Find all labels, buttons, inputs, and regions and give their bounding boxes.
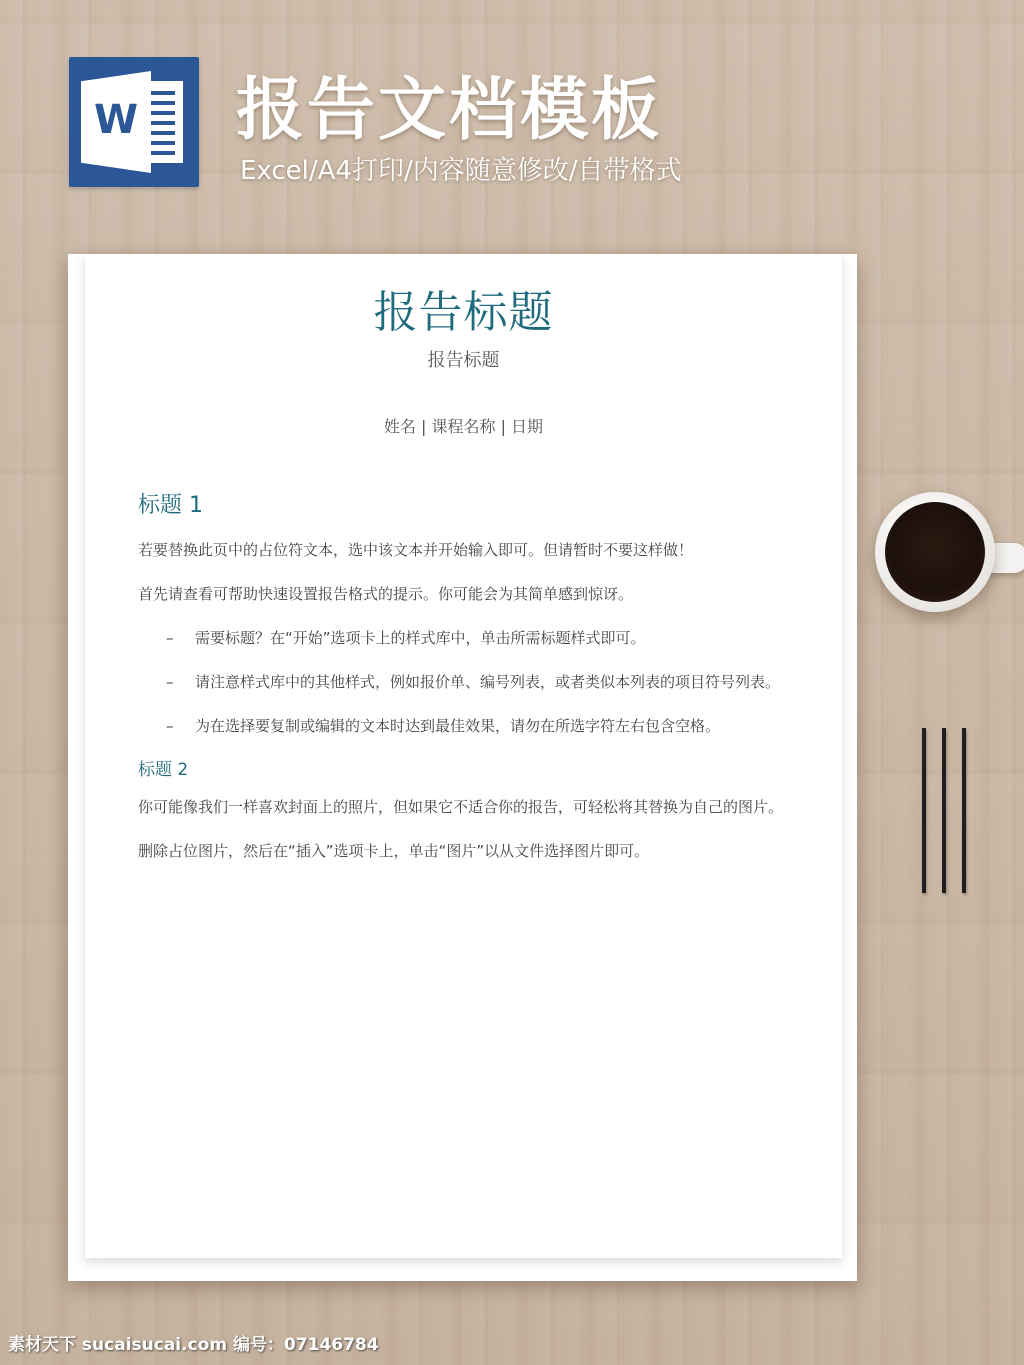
document-body: [138, 488, 788, 880]
heading-2[interactable]: 标题 2: [138, 760, 189, 780]
pen-icon: [922, 728, 926, 893]
paragraph[interactable]: 你可能像我们一样喜欢封面上的照片，但如果它不适合你的报告，可轻松将其替换为自己的图片。: [138, 798, 784, 816]
pen-icon: [942, 728, 946, 893]
logo-letter: W: [93, 97, 139, 143]
watermark: 素材天下 sucaisucai.com 编号：07146784: [8, 1335, 379, 1355]
list-item-text: 为在选择要复制或编辑的文本时达到最佳效果，请勿在所选字符左右包含空格。: [195, 717, 721, 735]
word-logo-icon: [69, 57, 199, 187]
paragraph[interactable]: 删除占位图片，然后在“插入”选项卡上，单击“图片”以从文件选择图片即可。: [138, 842, 650, 860]
paragraph[interactable]: 若要替换此页中的占位符文本，选中该文本并开始输入即可。但请暂时不要这样做！: [138, 541, 694, 559]
list-item[interactable]: [138, 667, 788, 697]
list-item[interactable]: [138, 623, 788, 653]
document-title[interactable]: 报告标题: [373, 287, 554, 338]
coffee-liquid: [885, 502, 985, 602]
bullet-marker: –: [166, 629, 174, 647]
banner-subtitle: Excel/A4打印/内容随意修改/自带格式: [240, 156, 682, 186]
document-page: [85, 254, 842, 1258]
bullet-marker: –: [166, 673, 174, 691]
list-item-text: 请注意样式库中的其他样式，例如报价单、编号列表，或者类似本列表的项目符号列表。: [195, 673, 781, 691]
bullet-marker: –: [166, 717, 174, 735]
pen-icon: [962, 728, 966, 893]
banner-title: 报告文档模板: [236, 71, 663, 150]
paragraph[interactable]: 首先请查看可帮助快速设置报告格式的提示。你可能会为其简单感到惊讶。: [138, 585, 634, 603]
list-item-text: 需要标题？在“开始”选项卡上的样式库中，单击所需标题样式即可。: [195, 629, 646, 647]
heading-1[interactable]: 标题 1: [138, 493, 203, 518]
document-meta[interactable]: 姓名 | 课程名称 | 日期: [383, 417, 544, 436]
document-subtitle[interactable]: 报告标题: [427, 350, 500, 371]
bullet-list: [138, 623, 788, 741]
list-item[interactable]: [138, 711, 788, 741]
